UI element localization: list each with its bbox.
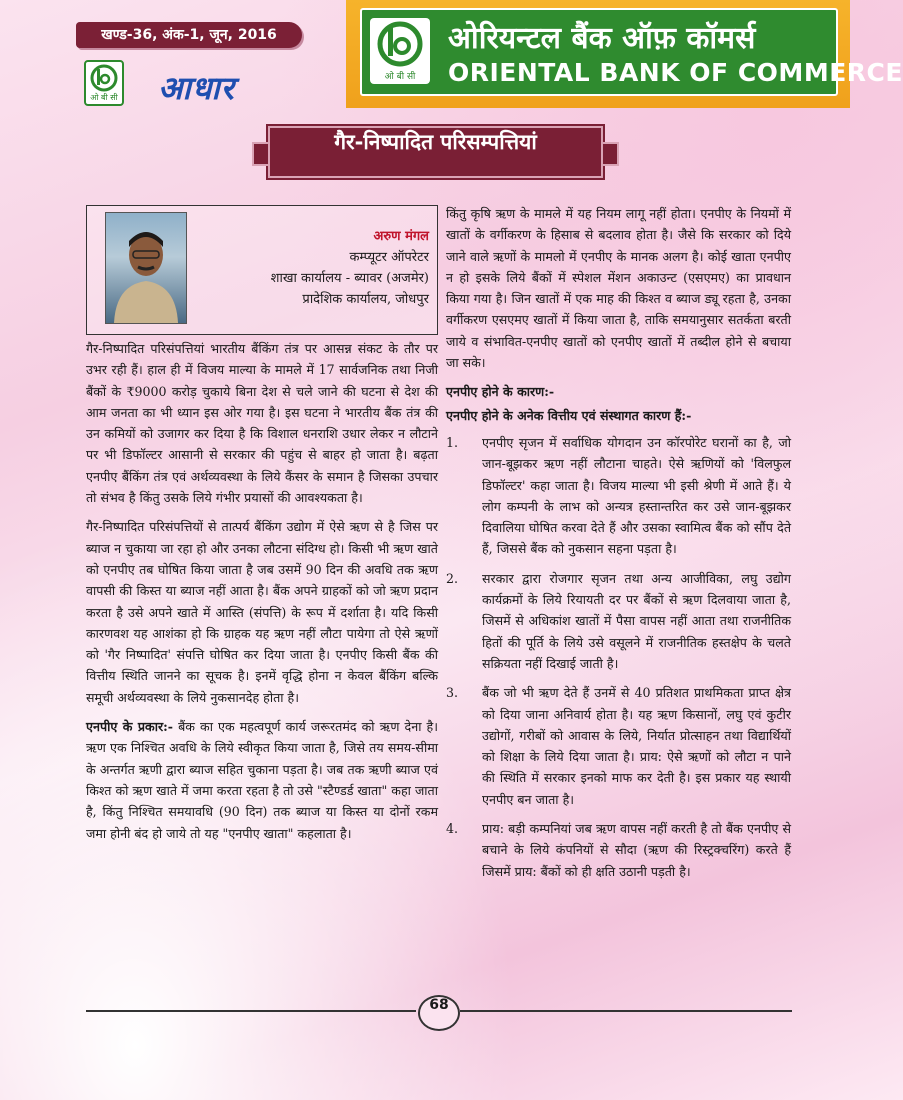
article-title: गैर-निष्पादित परिसम्पत्तियां [334,130,537,154]
section-heading: एनपीए होने के कारण:- [446,384,555,400]
bank-name-hindi: ओरियन्टल बैंक ऑफ़ कॉमर्स [448,21,756,56]
author-office: शाखा कार्यालय - ब्यावर (अजमेर) [270,271,429,286]
left-column [86,338,438,852]
paragraph: किंतु कृषि ऋण के मामले में यह नियम लागू नहीं होता। एनपीए के नियमों में खातों के वर्गीकरण के हिसाब से बदलाव होता है। जैसे कि सरकार को दिये जाने वाले ऋणों के मामलो में एनपीए के मानक अलग है। कोई खाता एनपीए न हो इसके लिये बैंकों में स्पेशल मेंशन अकाउन्ट (एसएमए) का प्रावधान किया गया है। जिन खातों में एक माह की किश्त व ब्याज ड्यू रहता है, उनका वर्गीकरण एसएमए खातों में किया जाता है, ताकि समयानुसार सतर्कता बरती जाये व संभावित-एनपीए खातों को एनपीए खातों में तब्दील होने से बचाया जा सके। [446,206,791,371]
obc-small-logo [84,60,124,106]
obc-logo-icon [370,18,430,70]
issue-banner: खण्ड-36, अंक-1, जून, 2016 [76,22,302,48]
reasons-list [446,432,791,882]
author-designation: कम्प्यूटर ऑपरेटर [349,250,429,265]
author-regional-office: प्रादेशिक कार्यालय, जोधपुर [302,292,429,307]
article-title-frame [258,120,613,184]
page-number: 68 [418,995,460,1031]
magazine-name: आधार [158,69,235,107]
bank-name-english: ORIENTAL BANK OF COMMERCE [448,58,903,87]
footer-rule [86,1010,416,1012]
logo-caption: ओ बी सी [90,93,118,102]
paragraph-text: बैंक का एक महत्वपूर्ण कार्य जरूरतमंद को ऋण देना है। ऋण एक निश्चित अवधि के लिये स्वीकृत किया जाता है, जिसे तय समय-सीमा के अन्तर्गत ऋणी द्वारा ब्याज सहित चुकाना पड़ता है। जब तक ऋणी ब्याज एवं किश्त को ऋण खाते में जमा करता रहता है तो उसे "स्टैण्डर्ड खाता" कहा जाता है, किंतु निश्चित समयावधि (90 दिन) तक ब्याज या किस्त या दोनों रकम जमा होनी बंद हो जाये तो यह "एनपीए खाता" कहलाता है। [86,719,438,841]
list-item: 2. सरकार द्वारा रोजगार सृजन तथा अन्य आजीविका, लघु उद्योग कार्यक्रमों के लिये रियायती दर पर बैंकों से ऋण दिलवाया जाता है, जिसमें से अधिकांश खातों में पैसा वापस नहीं आता तथा राजनीतिक हितों की पूर्ति के लिये उसे वसूलने में राजनीतिक हस्तक्षेप के चलते सक्रियता नहीं दिखाई जाती है। [446,570,791,671]
section-heading: एनपीए के प्रकार:- [86,719,174,735]
author-box [86,205,438,335]
obc-logo-icon [89,64,119,92]
author-name: अरुण मंगल [373,229,429,244]
footer-rule [460,1010,792,1012]
list-item: 3. बैंक जो भी ऋण देते हैं उनमें से 40 प्रतिशत प्राथमिकता प्राप्त क्षेत्र को दिया जाना अनिवार्य होता है। यह ऋण किसानों, लघु एवं कुटीर उद्योगों, गरीबों को आवास के लिये, निर्यात प्रोत्साहन तथा विद्यार्थियों को शिक्षा के लिये दिया जाता है। प्राय: ऐसे ऋणों को लौटा न पाने की स्थिति में सरकार इनको माफ कर देती है। इस प्रकार यह स्थायी एनपीए बन जाता है। [446,685,791,807]
right-column [446,203,791,890]
list-item: 4. प्राय: बड़ी कम्पनियां जब ऋण वापस नहीं करती है तो बैंक एनपीए से बचाने के लिये कंपनियों से सौदा (ऋण की रिस्ट्रक्चरिंग) करते हैं जिसमें प्राय: बैंकों को ही क्षति उठानी पड़ती है। [446,821,791,879]
author-photo [105,212,187,324]
obc-banner-logo [370,18,430,84]
list-item: 1. एनपीए सृजन में सर्वाधिक योगदान उन कॉरपोरेट घरानों का है, जो जान-बूझकर ऋण नहीं लौटाना चाहते। ऐसे ऋणियों को 'विलफुल डिफॉल्टर' कहा जाता है। विजय माल्या भी इसी श्रेणी में आते हैं। ये लोग कम्पनी के लाभ को अन्यत्र हस्तान्तरित कर उसे जान-बूझकर दिवालिया घोषित करवा देते हैं और उसका स्वामित्व बैंक को सौंप देते हैं, जिससे बैंक को नुकसान सहना पड़ता है। [446,434,791,557]
logo-caption: ओ बी सी [384,72,416,82]
paragraph: गैर-निष्पादित परिसंपत्तियां भारतीय बैंकिंग तंत्र पर आसन्न संकट के तौर पर उभर रही हैं। हाल ही में विजय माल्या के मामले में 17 सार्वजनिक तथा निजी बैंकों के ₹9000 करोड़ चुकाये बिना देश से चले जाने की घटना से देश की आम जनता का भी ध्यान इस ओर गया है। इस घटना ने भारतीय बैंक तंत्र की उन कमियों को उजागर कर दिया है कि विशाल धनराशि उधार लेकर न लौटाने पर भी डिफॉल्टर आसानी से सरकार की पहुंच से बाहर हो जाता है। बढ़ता एनपीए बैंकिंग तंत्र एवं अर्थव्यवस्था के लिये कैंसर के समान है जिसका उपचार तो संभव है किंतु उसके लिये गंभीर प्रयासों की आवश्यकता है। [86,341,438,506]
section-subheading: एनपीए होने के अनेक वित्तीय एवं संस्थागत कारण हैं:- [446,407,692,423]
bank-banner [346,0,903,108]
paragraph: गैर-निष्पादित परिसंपत्तियों से तात्पर्य बैंकिंग उद्योग में ऐसे ऋण से है जिस पर ब्याज न चुकाया जा रहा हो और उनका लौटना संदिग्ध हो। किसी भी ऋण खाते को एनपीए तब घोषित किया जाता है जब उसमें 90 दिन की अवधि तक ऋण वापसी की किस्त या ब्याज नहीं आता है। बैंक अपने ग्राहकों को जो ऋण प्रदान करता है उसे अपने खाते में आस्ति (संपत्ति) के रूप में दर्शाता है। यदि किसी कारणवश यह आशंका हो कि ग्राहक यह ऋण नहीं लौटा पायेगा तो ऐसे ऋणों को 'गैर निष्पादित' संपत्ति घोषित कर दिया जाता है। एनपीए किसी बैंक की वित्तीय स्थिति जानने का सूचक है। इनमें वृद्धि होना न केवल बैंकिंग बल्कि समूची अर्थव्यवस्था के लिये नुकसानदेह होता है। [86,519,438,705]
paragraph [86,716,438,844]
